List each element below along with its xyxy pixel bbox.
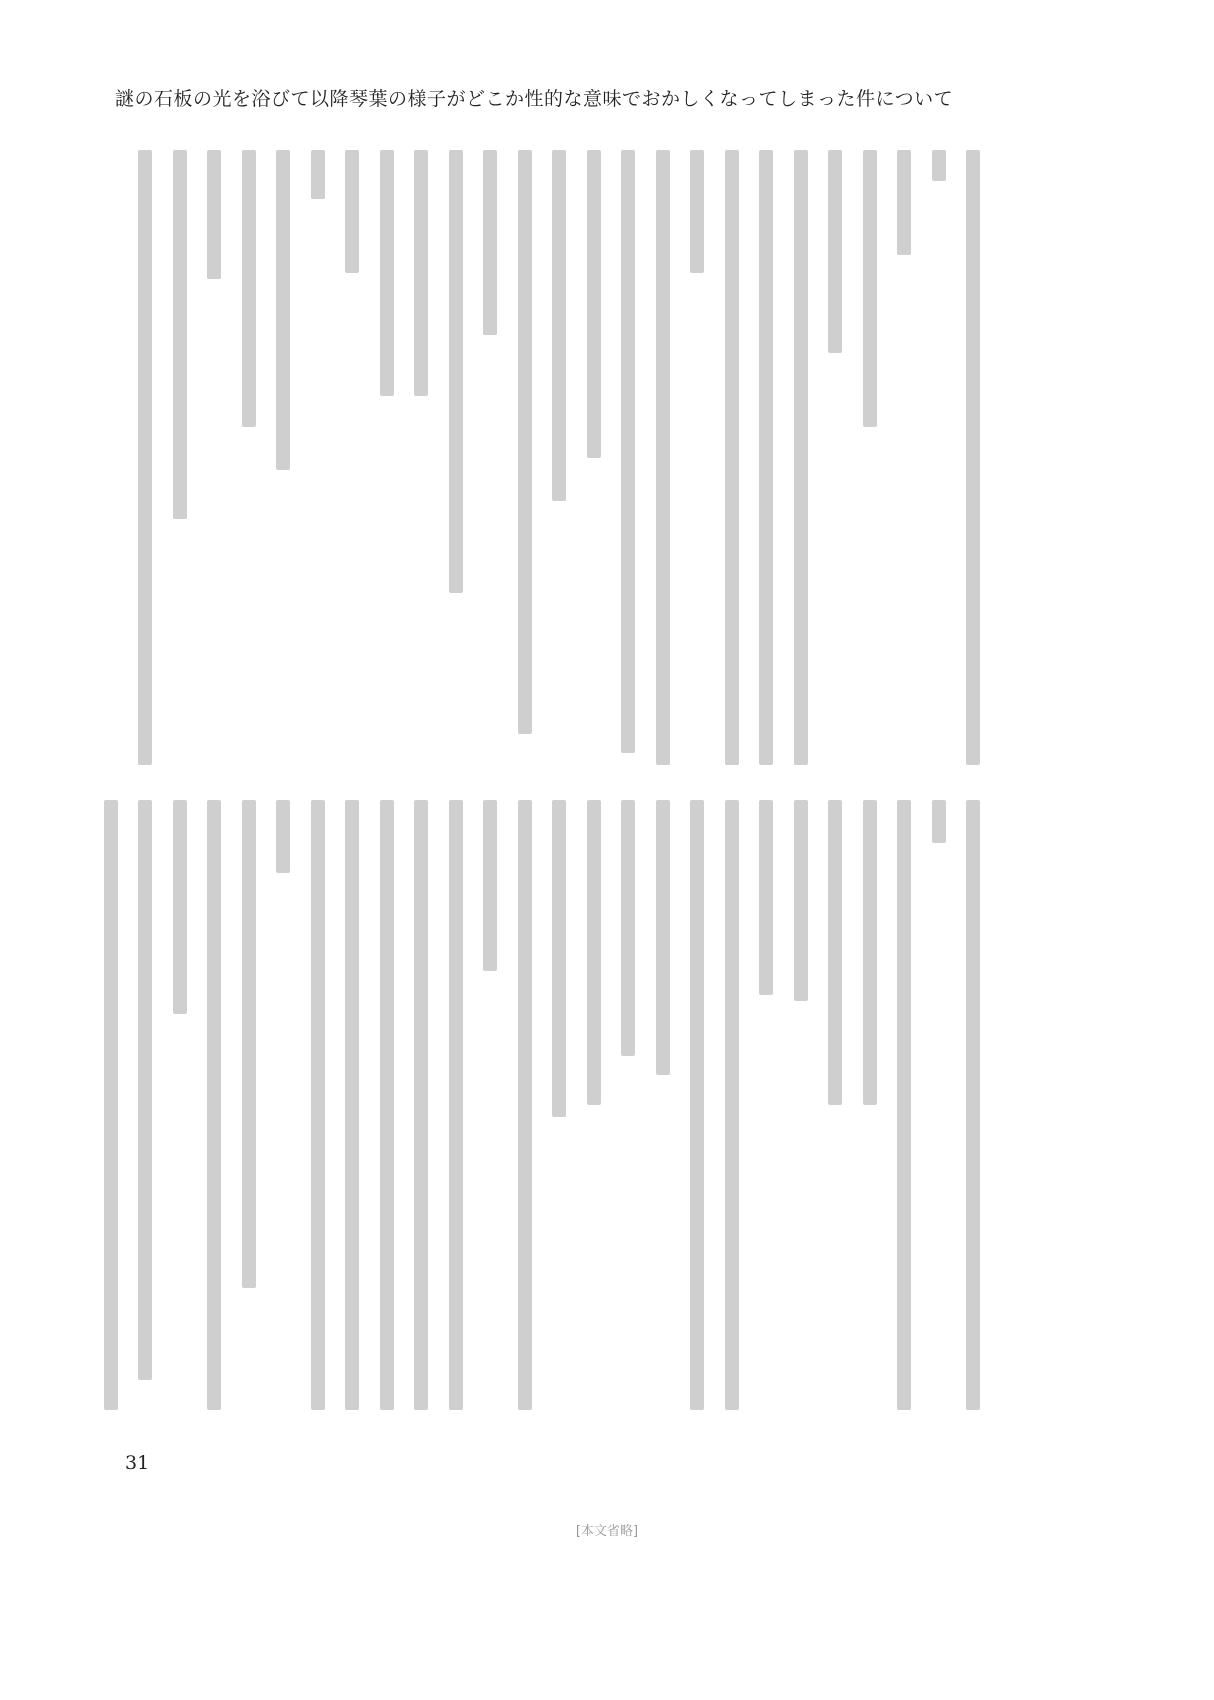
redacted-text-column — [932, 150, 946, 181]
redacted-text-column — [242, 150, 256, 427]
redacted-text-column — [138, 800, 152, 1380]
redacted-text-column — [173, 800, 187, 1014]
redacted-text-column — [828, 150, 842, 353]
redacted-text-column — [449, 800, 463, 1410]
redacted-text-column — [552, 800, 566, 1117]
redacted-text-column — [794, 150, 808, 765]
redacted-text-column — [621, 150, 635, 753]
redacted-text-column — [863, 150, 877, 427]
redacted-text-column — [759, 800, 773, 995]
redaction-notice: [本文省略] — [575, 1524, 639, 1539]
redacted-text-column — [966, 800, 980, 1410]
redacted-text-column — [794, 800, 808, 1001]
redacted-text-column — [656, 800, 670, 1075]
redacted-text-column — [587, 150, 601, 458]
redacted-text-column — [690, 150, 704, 273]
redacted-text-column — [897, 800, 911, 1410]
redacted-text-column — [207, 800, 221, 1410]
running-title: 謎の石板の光を浴びて以降琴葉の様子がどこか性的な意味でおかしくなってしまった件について — [115, 88, 954, 110]
redacted-text-column — [242, 800, 256, 1288]
redacted-text-column — [621, 800, 635, 1056]
redacted-text-column — [483, 150, 497, 335]
redacted-text-column — [449, 150, 463, 593]
redacted-text-column — [311, 150, 325, 199]
redacted-text-column — [828, 800, 842, 1105]
redacted-text-column — [966, 150, 980, 765]
redacted-text-column — [345, 150, 359, 273]
redacted-text-column — [725, 150, 739, 765]
page-number: 31 — [125, 1452, 150, 1474]
redacted-text-column — [414, 800, 428, 1410]
redacted-text-column — [518, 150, 532, 734]
redacted-text-column — [552, 150, 566, 501]
redacted-text-column — [759, 150, 773, 765]
redacted-text-column — [276, 150, 290, 470]
redacted-text-column — [897, 150, 911, 255]
text-block-upper — [120, 150, 980, 765]
redacted-text-column — [725, 800, 739, 1410]
redacted-text-column — [345, 800, 359, 1410]
redacted-text-column — [311, 800, 325, 1410]
redacted-text-column — [587, 800, 601, 1105]
redacted-text-column — [276, 800, 290, 873]
redacted-text-column — [690, 800, 704, 1410]
text-block-lower — [120, 800, 980, 1410]
redacted-text-column — [104, 800, 118, 1410]
redacted-text-column — [932, 800, 946, 843]
redacted-text-column — [380, 800, 394, 1410]
redacted-text-column — [380, 150, 394, 396]
redacted-text-column — [414, 150, 428, 396]
redacted-text-column — [863, 800, 877, 1105]
redacted-text-column — [483, 800, 497, 971]
redacted-text-column — [207, 150, 221, 279]
redacted-text-column — [518, 800, 532, 1410]
redacted-text-column — [173, 150, 187, 519]
redacted-text-column — [138, 150, 152, 765]
redacted-text-column — [656, 150, 670, 765]
